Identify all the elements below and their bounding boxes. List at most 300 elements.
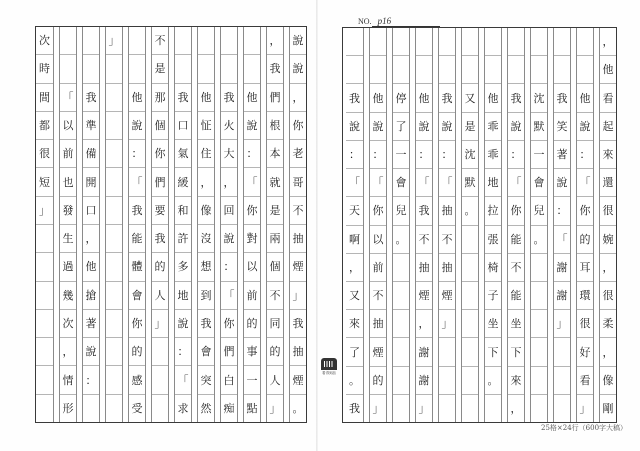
manuscript-cell [577,56,593,84]
manuscript-column [507,28,524,422]
manuscript-cell: 煙 [290,253,306,281]
manuscript-cell: 「 [508,169,524,197]
manuscript-cell: 人 [152,282,168,310]
manuscript-column [553,28,570,422]
manuscript-cell: 會 [129,282,145,310]
manuscript-cell [129,55,145,83]
manuscript-cell: 緩 [175,168,191,196]
manuscript-cell [462,395,478,422]
manuscript-column [174,27,191,422]
manuscript-cell: 不 [508,254,524,282]
manuscript-cell [393,282,409,310]
manuscript-cell [106,366,122,394]
manuscript-cell [508,28,524,56]
manuscript-cell: ： [129,140,145,168]
manuscript-cell: ： [244,140,260,168]
manuscript-cell: 坐 [508,310,524,338]
manuscript-cell: 。 [485,367,501,395]
manuscript-cell: 回 [221,197,237,225]
manuscript-cell: 次 [36,27,53,55]
manuscript-cell [462,28,478,56]
manuscript-cell: ， [60,338,76,366]
manuscript-cell: 抽 [439,254,455,282]
manuscript-cell: 我 [83,84,99,112]
manuscript-cell: 前 [370,254,386,282]
manuscript-cell: 我 [439,84,455,112]
manuscript-cell: 兩 [267,225,283,253]
manuscript-cell [106,310,122,338]
manuscript-cell [83,55,99,83]
manuscript-column [415,28,432,422]
manuscript-cell: 一 [244,366,260,394]
manuscript-cell [370,56,386,84]
manuscript-cell: 下 [485,338,501,366]
manuscript-cell: 著 [554,141,570,169]
manuscript-cell [198,27,214,55]
manuscript-cell: 短 [36,168,53,196]
manuscript-cell: 我 [152,225,168,253]
manuscript-cell [462,226,478,254]
manuscript-cell [106,55,122,83]
manuscript-cell: 老 [290,140,306,168]
manuscript-cell: ， [346,254,363,282]
manuscript-cell [106,84,122,112]
manuscript-cell: 不 [152,27,168,55]
manuscript-cell: ： [83,366,99,394]
manuscript-cell: 耳 [577,254,593,282]
manuscript-cell: ， [416,310,432,338]
manuscript-cell [83,27,99,55]
manuscript-cell: 。 [393,226,409,254]
manuscript-cell: 說 [577,113,593,141]
manuscript-cell: 體 [129,253,145,281]
manuscript-cell: 坐 [485,310,501,338]
manuscript-cell: 會 [531,169,547,197]
manuscript-cell [244,55,260,83]
manuscript-cell [106,197,122,225]
manuscript-cell: 說 [290,27,306,55]
manuscript-cell: 乖 [485,141,501,169]
manuscript-cell [346,28,363,56]
manuscript-cell: 他 [244,84,260,112]
manuscript-cell: 抽 [290,338,306,366]
manuscript-cell: 一 [393,141,409,169]
manuscript-cell: 多 [175,253,191,281]
manuscript-cell [393,254,409,282]
manuscript-cell: 又 [462,84,478,112]
manuscript-cell: 來 [600,141,616,169]
manuscript-cell: 們 [152,168,168,196]
manuscript-cell: 感 [129,366,145,394]
manuscript-cell: 很 [36,140,53,168]
manuscript-cell: 的 [152,253,168,281]
manuscript-cell: 我 [175,84,191,112]
manuscript-cell: 會 [393,169,409,197]
manuscript-cell: 前 [60,140,76,168]
manuscript-cell: ： [416,141,432,169]
manuscript-cell [221,27,237,55]
manuscript-cell: 就 [267,168,283,196]
manuscript-cell: 來 [346,310,363,338]
manuscript-cell: 。 [462,197,478,225]
manuscript-cell: 的 [267,338,283,366]
manuscript-cell: ： [508,141,524,169]
manuscript-column [369,28,386,422]
manuscript-cell: 以 [60,112,76,140]
manuscript-cell [106,253,122,281]
manuscript-cell: 柔 [600,310,616,338]
manuscript-cell: 我 [349,401,360,415]
manuscript-cell: 能 [508,226,524,254]
manuscript-cell [346,56,363,84]
manuscript-cell: ， [267,27,283,55]
manuscript-cell [198,55,214,83]
manuscript-cell [462,367,478,395]
manuscript-cell: ， [600,338,616,366]
manuscript-cell: ： [554,197,570,225]
manuscript-cell: ： [221,253,237,281]
manuscript-cell: 我 [267,55,283,83]
manuscript-cell: 住 [198,140,214,168]
manuscript-cell [439,367,455,395]
manuscript-cell: 又 [346,282,363,310]
manuscript-cell: 是 [462,113,478,141]
manuscript-cell: 個 [267,253,283,281]
manuscript-cell: 是 [152,55,168,83]
manuscript-cell [175,27,191,55]
manuscript-cell: 們 [221,338,237,366]
manuscript-cell: 我 [554,84,570,112]
manuscript-cell: 」 [290,282,306,310]
manuscript-cell [244,27,260,55]
manuscript-cell: 你 [152,140,168,168]
manuscript-cell: 煙 [370,338,386,366]
manuscript-cell: 事 [244,338,260,366]
manuscript-cell: ， [198,168,214,196]
manuscript-column [266,27,283,422]
manuscript-cell: 很 [577,310,593,338]
manuscript-column [576,28,593,422]
manuscript-cell: 以 [370,226,386,254]
manuscript-cell: ： [439,141,455,169]
manuscript-cell [508,56,524,84]
manuscript-cell: 著 [83,310,99,338]
manuscript-column [346,28,363,422]
manuscript-cell: 啊 [346,226,363,254]
manuscript-cell: 他 [416,84,432,112]
manuscript-cell [416,28,432,56]
manuscript-cell: 說 [221,225,237,253]
manuscript-cell: 火 [221,112,237,140]
manuscript-cell: 子 [485,282,501,310]
manuscript-cell [554,395,570,422]
manuscript-cell: 抽 [416,254,432,282]
manuscript-cell: 下 [508,338,524,366]
manuscript-cell [531,282,547,310]
manuscript-column [530,28,547,422]
manuscript-cell [60,55,76,83]
manuscript-cell: 拉 [485,197,501,225]
manuscript-cell: 都 [36,112,53,140]
manuscript-column [36,27,53,422]
manuscript-cell: 「 [554,226,570,254]
manuscript-cell: 地 [485,169,501,197]
manuscript-cell: 他 [485,84,501,112]
manuscript-cell: 我 [198,310,214,338]
manuscript-cell: 我 [221,84,237,112]
manuscript-cell [393,395,409,422]
manuscript-column [82,27,99,422]
manuscript-cell: 一 [531,141,547,169]
manuscript-cell [462,282,478,310]
manuscript-cell [106,282,122,310]
manuscript-cell: 謝 [416,338,432,366]
manuscript-cell: 發 [60,197,76,225]
manuscript-cell: 口 [175,112,191,140]
manuscript-cell: 大 [221,140,237,168]
manuscript-cell [106,168,122,196]
manuscript-cell: 你 [290,112,306,140]
manuscript-cell: 我 [346,84,363,112]
manuscript-cell: 個 [152,112,168,140]
manuscript-cell: 我 [129,197,145,225]
manuscript-cell: 不 [439,226,455,254]
manuscript-cell [175,55,191,83]
manuscript-cell: 張 [485,226,501,254]
manuscript-cell [485,395,501,422]
manuscript-cell: 的 [577,226,593,254]
manuscript-cell [531,56,547,84]
manuscript-cell: 剛 [602,401,614,415]
manuscript-cell [439,395,455,422]
manuscript-cell [462,310,478,338]
manuscript-column [243,27,260,422]
manuscript-cell [393,56,409,84]
manuscript-column [151,27,168,422]
manuscript-cell: 默 [462,169,478,197]
manuscript-cell [462,254,478,282]
manuscript-cell [36,225,53,253]
manuscript-cell: 情 [60,366,76,394]
manuscript-column [289,27,306,422]
manuscript-cell: 他 [370,84,386,112]
manuscript-cell: 受 [131,401,143,415]
building-logo-icon [321,358,337,370]
manuscript-cell: 你 [244,197,260,225]
manuscript-cell: 乖 [485,113,501,141]
manuscript-cell: ， [600,254,616,282]
manuscript-column [220,27,237,422]
manuscript-cell: 。 [531,226,547,254]
manuscript-cell: 他 [577,84,593,112]
manuscript-cell [36,338,53,366]
manuscript-cell: 次 [60,310,76,338]
manuscript-cell: 們 [267,84,283,112]
manuscript-cell: 不 [267,282,283,310]
manuscript-cell: 了 [393,113,409,141]
manuscript-cell: 的 [129,338,145,366]
manuscript-cell: 他 [83,253,99,281]
manuscript-cell: 「 [129,168,145,196]
manuscript-cell: 「 [60,84,76,112]
manuscript-cell: 的 [244,310,260,338]
manuscript-cell: 「 [221,282,237,310]
paper-spec-note: 25格×24行（600字大稿） [541,424,628,432]
manuscript-cell: 生 [60,225,76,253]
manuscript-cell: 還 [600,169,616,197]
manuscript-cell: 同 [267,310,283,338]
manuscript-cell [554,367,570,395]
manuscript-cell: 白 [221,366,237,394]
manuscript-cell: 」 [372,401,384,415]
manuscript-cell: 備 [83,140,99,168]
manuscript-cell: 那 [152,84,168,112]
manuscript-cell: 的 [370,367,386,395]
manuscript-cell: 起 [600,113,616,141]
manuscript-cell [60,27,76,55]
manuscript-cell [531,338,547,366]
right-page-grid [342,27,617,423]
manuscript-cell: 說 [508,113,524,141]
manuscript-cell: 抽 [290,225,306,253]
manuscript-cell [36,310,53,338]
manuscript-cell: ， [600,28,616,56]
manuscript-cell: 「 [244,168,260,196]
manuscript-cell: 謝 [554,282,570,310]
manuscript-cell: ： [346,141,363,169]
manuscript-cell: 本 [267,140,283,168]
manuscript-cell: 是 [267,197,283,225]
manuscript-cell [36,282,53,310]
manuscript-cell: ， [221,168,237,196]
manuscript-cell: 「 [439,169,455,197]
manuscript-cell: 說 [290,55,306,83]
manuscript-column [105,27,122,422]
manuscript-cell: 說 [370,113,386,141]
manuscript-cell [485,28,501,56]
manuscript-cell [531,28,547,56]
manuscript-cell: 我 [508,84,524,112]
manuscript-cell [221,55,237,83]
manuscript-cell: 許 [175,225,191,253]
manuscript-cell [577,28,593,56]
manuscript-cell [106,112,122,140]
manuscript-cell [531,254,547,282]
manuscript-cell: 說 [83,338,99,366]
manuscript-cell: 你 [221,310,237,338]
manuscript-cell: 求 [177,401,189,415]
manuscript-cell: 」 [554,310,570,338]
manuscript-cell: 說 [554,169,570,197]
manuscript-cell: 抽 [439,197,455,225]
manuscript-cell: 我 [290,310,306,338]
manuscript-cell: 幾 [60,282,76,310]
manuscript-cell: ： [577,141,593,169]
manuscript-cell: 沈 [531,84,547,112]
manuscript-cell: 突 [198,366,214,394]
manuscript-cell: 想 [198,253,214,281]
manuscript-cell: 很 [600,197,616,225]
manuscript-cell: 你 [370,197,386,225]
manuscript-cell [152,395,168,422]
manuscript-cell: 地 [175,282,191,310]
manuscript-cell [439,338,455,366]
manuscript-cell: 你 [129,310,145,338]
manuscript-cell [554,28,570,56]
manuscript-cell: 沈 [462,141,478,169]
manuscript-cell: 「 [175,366,191,394]
manuscript-cell: 」 [418,401,430,415]
manuscript-cell: 能 [508,282,524,310]
manuscript-cell: 過 [60,253,76,281]
manuscript-cell: 謝 [554,254,570,282]
manuscript-cell [393,28,409,56]
manuscript-cell: 氣 [175,140,191,168]
manuscript-cell [531,395,547,422]
manuscript-cell: 不 [370,282,386,310]
manuscript-cell [531,367,547,395]
manuscript-cell: 」 [106,27,122,55]
manuscript-cell: 準 [83,112,99,140]
manuscript-cell [462,338,478,366]
manuscript-cell: 來 [508,367,524,395]
manuscript-cell [439,56,455,84]
logo-text: 看得到品 [322,371,336,375]
manuscript-cell [393,310,409,338]
manuscript-cell: 」 [439,310,455,338]
manuscript-cell: 好 [577,338,593,366]
manuscript-cell [370,28,386,56]
manuscript-cell: 兒 [393,197,409,225]
manuscript-cell: 」 [152,310,168,338]
manuscript-cell: 根 [267,112,283,140]
manuscript-cell: 對 [244,225,260,253]
manuscript-cell: 要 [152,197,168,225]
manuscript-column [461,28,478,422]
manuscript-cell [83,395,99,422]
manuscript-cell: 他 [198,84,214,112]
manuscript-column [392,28,409,422]
manuscript-cell: 我 [416,197,432,225]
manuscript-cell: 間 [36,84,53,112]
manuscript-column [128,27,145,422]
manuscript-cell: 他 [600,56,616,84]
manuscript-cell: 會 [198,338,214,366]
page-number-label: NO. [358,17,372,26]
manuscript-cell [106,225,122,253]
manuscript-cell: 椅 [485,254,501,282]
manuscript-cell: 抽 [370,310,386,338]
manuscript-cell: 前 [244,282,260,310]
manuscript-cell [106,395,122,422]
manuscript-cell [393,338,409,366]
manuscript-cell: 像 [600,367,616,395]
manuscript-cell: 婉 [600,226,616,254]
left-page-grid [35,26,307,423]
manuscript-cell: 「 [370,169,386,197]
manuscript-cell: 說 [175,310,191,338]
manuscript-cell: 你 [508,197,524,225]
manuscript-column [197,27,214,422]
manuscript-cell [554,338,570,366]
manuscript-cell: 和 [175,197,191,225]
manuscript-cell: 煙 [290,366,306,394]
manuscript-cell: 」 [579,401,591,415]
page-number [358,16,440,27]
manuscript-cell: 哥 [290,168,306,196]
manuscript-cell: 停 [393,84,409,112]
manuscript-cell: 煙 [416,282,432,310]
